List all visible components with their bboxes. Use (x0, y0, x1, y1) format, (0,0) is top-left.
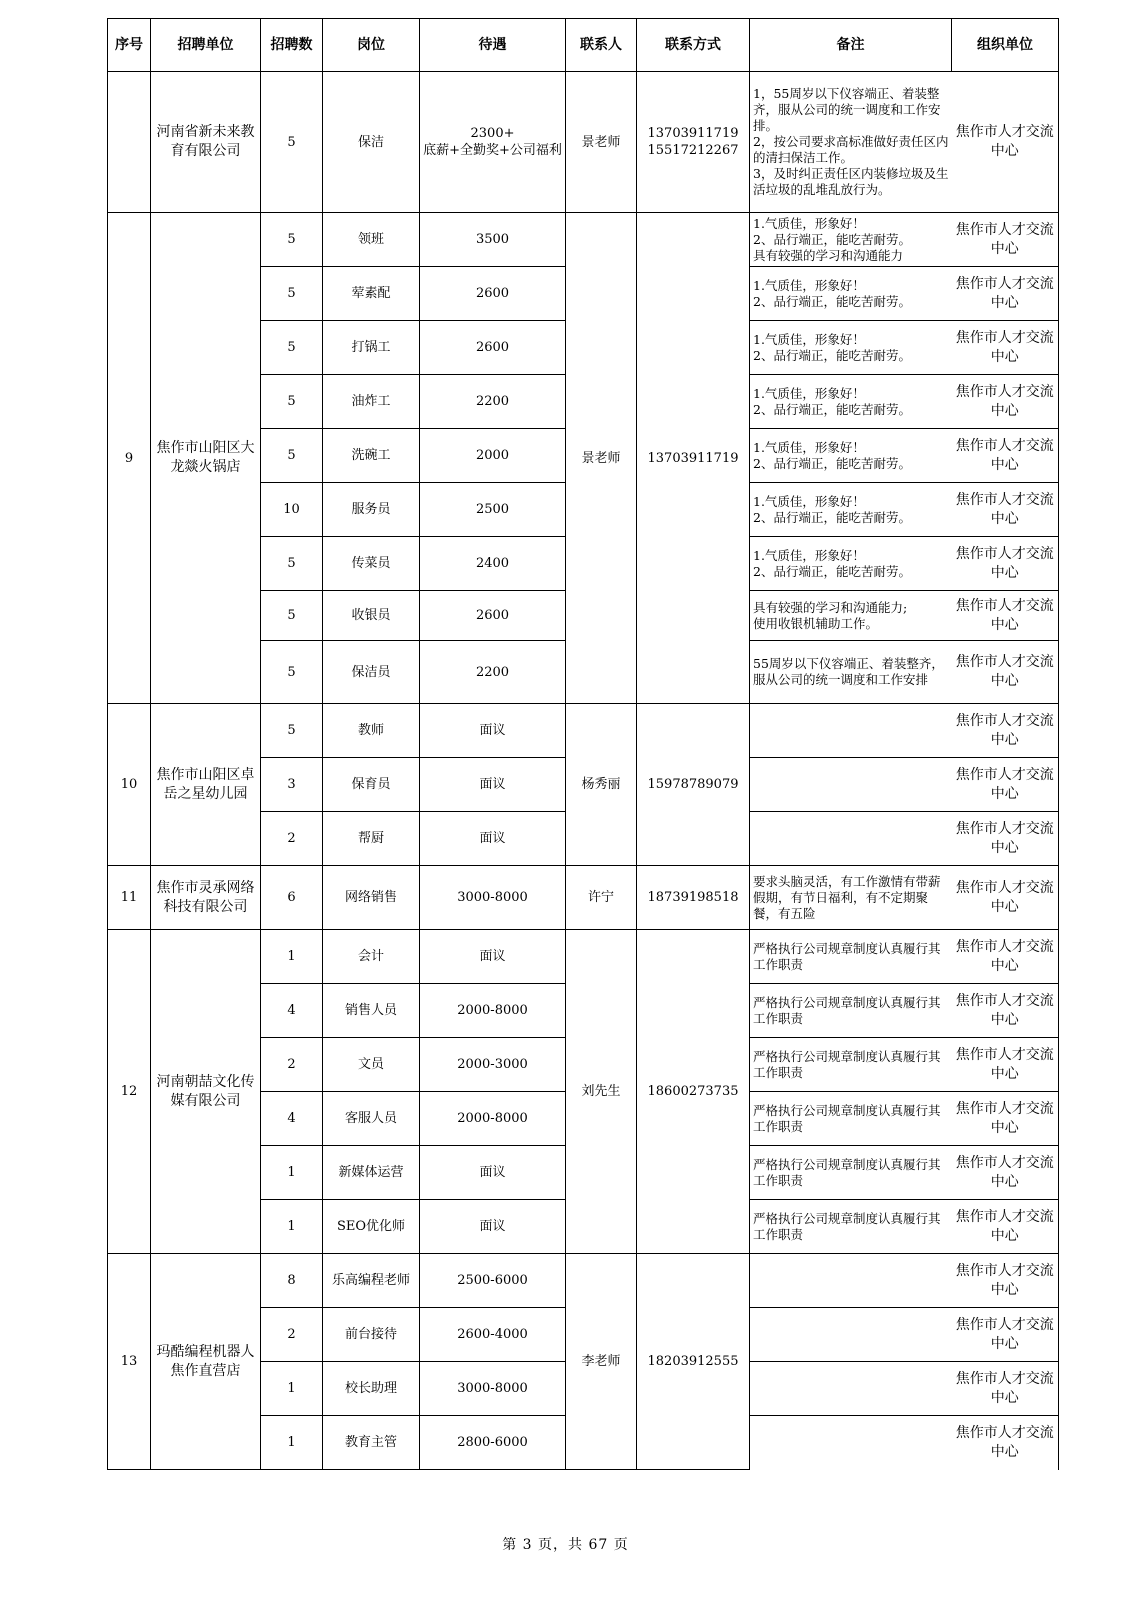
company-cell: 焦作市灵承网络科技有限公司 (151, 866, 261, 930)
note-cell: 严格执行公司规章制度认真履行其工作职责 (750, 1092, 952, 1146)
header-cell: 招聘单位 (151, 19, 261, 72)
organizer-cell: 焦作市人才交流中心 (952, 537, 1059, 591)
headcount-cell: 1 (261, 1200, 323, 1254)
position-cell: 网络销售 (323, 866, 420, 930)
position-cell: 会计 (323, 930, 420, 984)
pay-cell: 2000-8000 (420, 1092, 566, 1146)
contact-person-cell: 李老师 (566, 1254, 637, 1470)
headcount-cell: 8 (261, 1254, 323, 1308)
table-row (108, 72, 1059, 213)
pay-cell: 3000-8000 (420, 866, 566, 930)
row-number-cell: 10 (108, 704, 151, 866)
pay-cell: 3000-8000 (420, 1362, 566, 1416)
pay-cell: 面议 (420, 930, 566, 984)
headcount-cell: 5 (261, 213, 323, 267)
organizer-cell: 焦作市人才交流中心 (952, 812, 1059, 866)
note-cell (750, 758, 952, 812)
position-cell: 乐高编程老师 (323, 1254, 420, 1308)
organizer-cell: 焦作市人才交流中心 (952, 866, 1059, 930)
company-cell: 焦作市山阳区大龙燚火锅店 (151, 213, 261, 704)
headcount-cell: 2 (261, 1038, 323, 1092)
phone-cell: 18739198518 (637, 866, 750, 930)
organizer-cell: 焦作市人才交流中心 (952, 213, 1059, 267)
header-cell: 待遇 (420, 19, 566, 72)
headcount-cell: 4 (261, 1092, 323, 1146)
organizer-cell: 焦作市人才交流中心 (952, 1200, 1059, 1254)
position-cell: 帮厨 (323, 812, 420, 866)
headcount-cell: 1 (261, 1146, 323, 1200)
headcount-cell: 2 (261, 812, 323, 866)
position-cell: 油炸工 (323, 375, 420, 429)
organizer-cell: 焦作市人才交流中心 (952, 375, 1059, 429)
position-cell: 保洁员 (323, 641, 420, 704)
table-row (108, 930, 1059, 984)
note-cell: 1.气质佳，形象好！ 2、品行端正，能吃苦耐劳。 (750, 375, 952, 429)
pay-cell: 面议 (420, 704, 566, 758)
position-cell: 领班 (323, 213, 420, 267)
headcount-cell: 5 (261, 267, 323, 321)
note-cell: 1.气质佳，形象好！ 2、品行端正，能吃苦耐劳。 (750, 483, 952, 537)
organizer-cell: 焦作市人才交流中心 (952, 483, 1059, 537)
headcount-cell: 1 (261, 1362, 323, 1416)
phone-cell: 13703911719 15517212267 (637, 72, 750, 213)
page-footer: 第 3 页，共 67 页 (502, 1537, 629, 1553)
header-cell: 组织单位 (952, 19, 1059, 72)
organizer-cell: 焦作市人才交流中心 (952, 984, 1059, 1038)
position-cell: 打锅工 (323, 321, 420, 375)
pay-cell: 2600 (420, 591, 566, 641)
note-cell: 1.气质佳，形象好！ 2、品行端正，能吃苦耐劳。 (750, 321, 952, 375)
pay-cell: 2500 (420, 483, 566, 537)
note-cell: 具有较强的学习和沟通能力; 使用收银机辅助工作。 (750, 591, 952, 641)
position-cell: 客服人员 (323, 1092, 420, 1146)
position-cell: 服务员 (323, 483, 420, 537)
organizer-cell: 焦作市人才交流中心 (952, 321, 1059, 375)
headcount-cell: 5 (261, 704, 323, 758)
headcount-cell: 5 (261, 429, 323, 483)
row-number-cell: 9 (108, 213, 151, 704)
headcount-cell: 10 (261, 483, 323, 537)
headcount-cell: 6 (261, 866, 323, 930)
note-cell: 严格执行公司规章制度认真履行其工作职责 (750, 1200, 952, 1254)
row-number-cell: 13 (108, 1254, 151, 1470)
position-cell: 前台接待 (323, 1308, 420, 1362)
phone-cell: 18203912555 (637, 1254, 750, 1470)
headcount-cell: 5 (261, 591, 323, 641)
table-row (108, 866, 1059, 930)
headcount-cell: 5 (261, 72, 323, 213)
position-cell: 文员 (323, 1038, 420, 1092)
note-cell (750, 704, 952, 758)
organizer-cell: 焦作市人才交流中心 (952, 1362, 1059, 1416)
pay-cell: 2600 (420, 321, 566, 375)
row-number-cell: 12 (108, 930, 151, 1254)
pay-cell: 2500-6000 (420, 1254, 566, 1308)
pay-cell: 2600-4000 (420, 1308, 566, 1362)
note-cell (750, 1362, 952, 1416)
position-cell: 收银员 (323, 591, 420, 641)
organizer-cell: 焦作市人才交流中心 (952, 591, 1059, 641)
header-cell: 联系人 (566, 19, 637, 72)
company-cell: 河南朝喆文化传媒有限公司 (151, 930, 261, 1254)
note-cell: 1.气质佳，形象好！ 2、品行端正，能吃苦耐劳。 (750, 267, 952, 321)
position-cell: 传菜员 (323, 537, 420, 591)
organizer-cell: 焦作市人才交流中心 (952, 1092, 1059, 1146)
recruitment-table (107, 18, 1059, 1470)
headcount-cell: 1 (261, 1416, 323, 1470)
pay-cell: 3500 (420, 213, 566, 267)
phone-cell: 18600273735 (637, 930, 750, 1254)
pay-cell: 2400 (420, 537, 566, 591)
position-cell: 新媒体运营 (323, 1146, 420, 1200)
pay-cell: 2200 (420, 375, 566, 429)
table-row (108, 213, 1059, 267)
header-cell: 序号 (108, 19, 151, 72)
headcount-cell: 4 (261, 984, 323, 1038)
note-cell: 1.气质佳，形象好！ 2、品行端正，能吃苦耐劳。 (750, 537, 952, 591)
note-cell: 严格执行公司规章制度认真履行其工作职责 (750, 1038, 952, 1092)
position-cell: 保育员 (323, 758, 420, 812)
phone-cell: 13703911719 (637, 213, 750, 704)
note-cell: 55周岁以下仪容端正、着装整齐，服从公司的统一调度和工作安排 (750, 641, 952, 704)
position-cell: 保洁 (323, 72, 420, 213)
organizer-cell: 焦作市人才交流中心 (952, 704, 1059, 758)
pay-cell: 面议 (420, 758, 566, 812)
note-cell: 要求头脑灵活，有工作激情有带薪假期，有节日福利，有不定期聚餐，有五险 (750, 866, 952, 930)
pay-cell: 2000-3000 (420, 1038, 566, 1092)
note-cell: 严格执行公司规章制度认真履行其工作职责 (750, 984, 952, 1038)
header-row (108, 19, 1059, 72)
pay-cell: 2200 (420, 641, 566, 704)
company-cell: 焦作市山阳区卓岳之星幼儿园 (151, 704, 261, 866)
pay-cell: 面议 (420, 812, 566, 866)
note-cell (750, 1308, 952, 1362)
contact-person-cell: 刘先生 (566, 930, 637, 1254)
contact-person-cell: 景老师 (566, 213, 637, 704)
header-cell: 岗位 (323, 19, 420, 72)
note-cell: 1.气质佳，形象好！ 2、品行端正，能吃苦耐劳。 (750, 429, 952, 483)
position-cell: 销售人员 (323, 984, 420, 1038)
headcount-cell: 2 (261, 1308, 323, 1362)
header-cell: 备注 (750, 19, 952, 72)
position-cell: 教育主管 (323, 1416, 420, 1470)
table-body (108, 72, 1059, 1470)
headcount-cell: 3 (261, 758, 323, 812)
row-number-cell (108, 72, 151, 213)
company-cell: 河南省新未来教育有限公司 (151, 72, 261, 213)
contact-person-cell: 许宁 (566, 866, 637, 930)
note-cell: 1.气质佳，形象好！ 2、品行端正，能吃苦耐劳。 具有较强的学习和沟通能力 (750, 213, 952, 267)
organizer-cell: 焦作市人才交流中心 (952, 429, 1059, 483)
header-cell: 招聘数 (261, 19, 323, 72)
organizer-cell: 焦作市人才交流中心 (952, 930, 1059, 984)
pay-cell: 面议 (420, 1146, 566, 1200)
position-cell: 教师 (323, 704, 420, 758)
row-number-cell: 11 (108, 866, 151, 930)
note-cell: 1，55周岁以下仪容端正、着装整齐，服从公司的统一调度和工作安排。 2，按公司要求高标准做好责任区内的清扫保洁工作。 3，及时纠正责任区内装修垃圾及生活垃圾的乱堆乱放行为。 (750, 72, 952, 213)
position-cell: 洗碗工 (323, 429, 420, 483)
note-cell (750, 1416, 952, 1470)
header-cell: 联系方式 (637, 19, 750, 72)
organizer-cell: 焦作市人才交流中心 (952, 72, 1059, 213)
headcount-cell: 1 (261, 930, 323, 984)
headcount-cell: 5 (261, 375, 323, 429)
table-row (108, 1254, 1059, 1308)
pay-cell: 2000 (420, 429, 566, 483)
position-cell: 荤素配 (323, 267, 420, 321)
headcount-cell: 5 (261, 321, 323, 375)
pay-cell: 2300+ 底薪+全勤奖+公司福利 (420, 72, 566, 213)
position-cell: SEO优化师 (323, 1200, 420, 1254)
note-cell: 严格执行公司规章制度认真履行其工作职责 (750, 1146, 952, 1200)
phone-cell: 15978789079 (637, 704, 750, 866)
pay-cell: 2600 (420, 267, 566, 321)
note-cell: 严格执行公司规章制度认真履行其工作职责 (750, 930, 952, 984)
note-cell (750, 812, 952, 866)
contact-person-cell: 杨秀丽 (566, 704, 637, 866)
organizer-cell: 焦作市人才交流中心 (952, 641, 1059, 704)
pay-cell: 2800-6000 (420, 1416, 566, 1470)
table-row (108, 704, 1059, 758)
organizer-cell: 焦作市人才交流中心 (952, 267, 1059, 321)
headcount-cell: 5 (261, 537, 323, 591)
organizer-cell: 焦作市人才交流中心 (952, 1308, 1059, 1362)
headcount-cell: 5 (261, 641, 323, 704)
pay-cell: 2000-8000 (420, 984, 566, 1038)
contact-person-cell: 景老师 (566, 72, 637, 213)
organizer-cell: 焦作市人才交流中心 (952, 1038, 1059, 1092)
company-cell: 玛酷编程机器人焦作直营店 (151, 1254, 261, 1470)
organizer-cell: 焦作市人才交流中心 (952, 1416, 1059, 1470)
position-cell: 校长助理 (323, 1362, 420, 1416)
organizer-cell: 焦作市人才交流中心 (952, 1146, 1059, 1200)
note-cell (750, 1254, 952, 1308)
organizer-cell: 焦作市人才交流中心 (952, 1254, 1059, 1308)
pay-cell: 面议 (420, 1200, 566, 1254)
organizer-cell: 焦作市人才交流中心 (952, 758, 1059, 812)
